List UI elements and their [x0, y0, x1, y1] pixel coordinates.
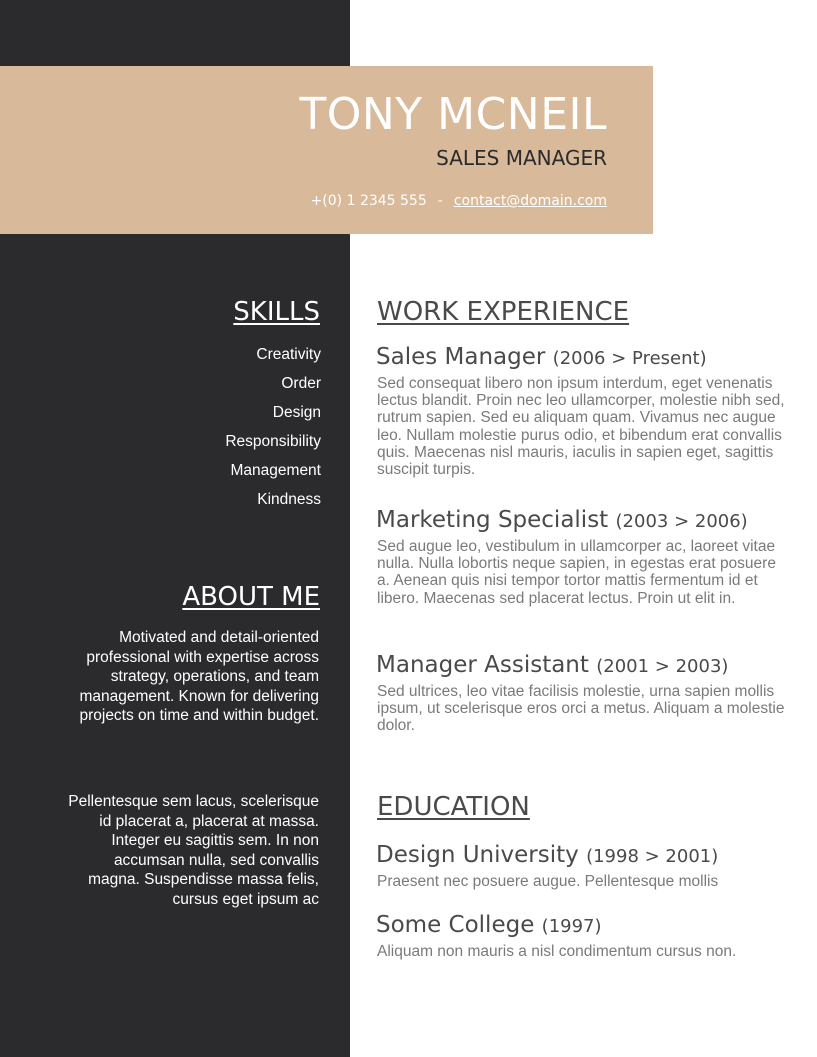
education-title-line	[376, 911, 788, 941]
skills-heading: SKILLS	[233, 297, 320, 327]
job-title-line	[376, 343, 788, 373]
education-dates: (1998 > 2001)	[586, 846, 719, 867]
education-heading: EDUCATION	[377, 792, 530, 822]
job-description: Sed consequat libero non ipsum interdum, eget venenatis lectus blandit. Proin nec leo ullamcorper, molestie nibh sed, rutrum sapien. Sed eu aliquam quam. Vivamus nec augue leo. Nullam molestie purus odio, et bibendum erat convallis quis. Maecenas nisl mauris, iaculis in sapien eget, sagittis suscipit turpis.	[377, 375, 785, 479]
job-title: Marketing Specialist	[376, 507, 609, 533]
about-paragraph: Pellentesque sem lacus, scelerisque id placerat a, placerat at massa. Integer eu sagittis sem. In non accumsan nulla, sed convallis magna. Suspendisse massa felis, cursus eget ipsum ac	[68, 793, 319, 908]
education-entry	[376, 911, 788, 960]
job-entry	[376, 506, 788, 607]
contact-line	[311, 192, 607, 210]
education-title: Design University	[376, 842, 579, 868]
job-dates: (2001 > 2003)	[596, 656, 729, 677]
skills-list	[225, 345, 321, 519]
job-entry	[376, 343, 788, 478]
phone-number: +(0) 1 2345 555	[310, 193, 427, 209]
candidate-role: SALES MANAGER	[436, 146, 607, 170]
job-dates: (2006 > Present)	[552, 348, 707, 369]
skill-item: Order	[281, 375, 321, 392]
about-paragraph: Motivated and detail-oriented professional with expertise across strategy, operations, and team management. Known for delivering projects on time and within budget.	[79, 629, 319, 725]
skill-item: Design	[272, 404, 321, 421]
skill-item: Management	[230, 462, 321, 479]
job-title-line	[376, 506, 788, 536]
education-description: Praesent nec posuere augue. Pellentesque mollis	[377, 873, 719, 890]
job-entry	[376, 651, 788, 735]
education-title-line	[376, 841, 788, 871]
education-description: Aliquam non mauris a nisl condimentum cursus non.	[377, 943, 737, 960]
work-experience-heading: WORK EXPERIENCE	[377, 297, 630, 327]
about-heading: ABOUT ME	[182, 582, 320, 612]
contact-separator: -	[437, 193, 443, 209]
email-link[interactable]: contact@domain.com	[453, 193, 607, 209]
job-title: Manager Assistant	[376, 652, 589, 678]
skill-item: Kindness	[257, 491, 321, 508]
job-title: Sales Manager	[376, 344, 546, 370]
job-description: Sed augue leo, vestibulum in ullamcorper ac, laoreet vitae nulla. Nulla lobortis neque sapien, in egestas erat posuere a. Aenean quis nisi tempor tortor mattis fermentum id et libero. Maecenas sed placerat lectus. Proin ut elit in.	[377, 538, 776, 607]
job-dates: (2003 > 2006)	[615, 511, 748, 532]
job-description: Sed ultrices, leo vitae facilisis molestie, urna sapien mollis ipsum, ut scelerisque eros orci a metus. Aliquam a molestie dolor.	[377, 683, 785, 735]
candidate-name: TONY MCNEIL	[299, 89, 607, 140]
job-title-line	[376, 651, 788, 681]
education-entry	[376, 841, 788, 890]
education-title: Some College	[376, 912, 535, 938]
education-dates: (1997)	[541, 916, 602, 937]
skill-item: Responsibility	[225, 433, 321, 450]
skill-item: Creativity	[256, 346, 321, 363]
